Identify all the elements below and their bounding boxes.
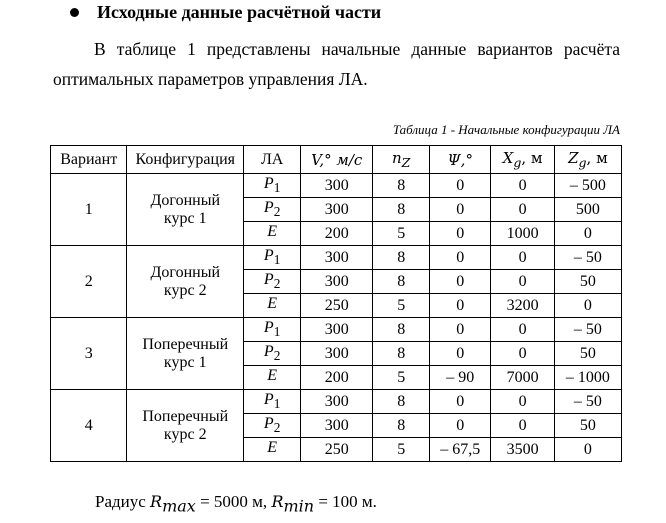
config-cell — [127, 174, 244, 246]
la-cell — [244, 366, 301, 390]
la-cell — [244, 174, 301, 198]
la-cell — [244, 414, 301, 438]
xg-cell: 3500 — [491, 438, 554, 462]
la-cell — [244, 438, 301, 462]
config-table — [50, 145, 622, 462]
header-xg-sub: g — [513, 155, 522, 170]
table-row — [51, 246, 622, 270]
la-symbol: P — [263, 270, 274, 288]
psi-cell: 0 — [430, 270, 491, 294]
velocity-cell: 300 — [301, 414, 373, 438]
nz-cell: 8 — [373, 390, 430, 414]
table-row — [51, 318, 622, 342]
nz-cell: 5 — [373, 294, 430, 318]
la-cell — [244, 246, 301, 270]
config-cell — [127, 246, 244, 318]
la-symbol: P — [263, 390, 274, 408]
variant-cell: 3 — [51, 318, 127, 390]
rmax-symbol: R — [150, 492, 163, 511]
psi-cell: 0 — [430, 390, 491, 414]
header-nz-symbol: n — [392, 149, 402, 167]
header-config: Конфигурация — [127, 146, 244, 174]
la-sub: 2 — [273, 276, 281, 292]
velocity-cell: 200 — [301, 222, 373, 246]
header-xg-symbol: X — [502, 149, 514, 167]
table-row — [51, 174, 622, 198]
config-line-1: Поперечный — [142, 407, 229, 425]
psi-cell: – 67,5 — [430, 438, 491, 462]
xg-cell: 7000 — [491, 366, 554, 390]
header-xg — [491, 146, 554, 174]
zg-cell: 0 — [554, 222, 621, 246]
xg-cell: 0 — [491, 174, 554, 198]
la-sub: 1 — [273, 324, 281, 340]
variant-cell: 1 — [51, 174, 127, 246]
zg-cell: 50 — [554, 414, 621, 438]
velocity-cell: 250 — [301, 294, 373, 318]
velocity-cell: 300 — [301, 342, 373, 366]
la-sub: 2 — [273, 348, 281, 364]
la-symbol: E — [267, 222, 278, 240]
nz-cell: 8 — [373, 414, 430, 438]
header-nz — [373, 146, 430, 174]
zg-cell: – 50 — [554, 318, 621, 342]
nz-cell: 8 — [373, 318, 430, 342]
la-cell — [244, 390, 301, 414]
zg-cell: 50 — [554, 342, 621, 366]
config-line-1: Догонный — [150, 263, 221, 281]
footer-prefix: Радиус — [95, 492, 151, 511]
xg-cell: 3200 — [491, 294, 554, 318]
la-symbol: P — [263, 198, 274, 216]
rmax-value: = 5000 м, — [195, 492, 272, 511]
psi-cell: 0 — [430, 414, 491, 438]
nz-cell: 5 — [373, 366, 430, 390]
velocity-cell: 300 — [301, 246, 373, 270]
xg-cell: 0 — [491, 270, 554, 294]
la-symbol: E — [267, 366, 278, 384]
xg-cell: 0 — [491, 318, 554, 342]
velocity-cell: 300 — [301, 174, 373, 198]
nz-cell: 8 — [373, 198, 430, 222]
psi-cell: 0 — [430, 198, 491, 222]
section-heading — [70, 2, 381, 23]
header-zg-unit: , м — [586, 149, 608, 167]
config-line-2: курс 2 — [163, 425, 207, 443]
header-velocity: V,° м/с — [301, 146, 373, 174]
zg-cell: – 50 — [554, 246, 621, 270]
la-symbol: E — [267, 438, 278, 456]
la-sub: 2 — [273, 204, 281, 220]
zg-cell: – 1000 — [554, 366, 621, 390]
radius-footer — [95, 492, 377, 515]
heading-text: Исходные данные расчётной части — [97, 2, 382, 22]
nz-cell: 8 — [373, 270, 430, 294]
rmin-value: = 100 м. — [314, 492, 377, 511]
velocity-cell: 300 — [301, 198, 373, 222]
la-sub: 2 — [273, 420, 281, 436]
config-line-2: курс 1 — [163, 209, 207, 227]
xg-cell: 0 — [491, 246, 554, 270]
la-symbol: E — [267, 294, 278, 312]
la-symbol: P — [263, 174, 274, 192]
psi-cell: 0 — [430, 246, 491, 270]
la-sub: 1 — [273, 396, 281, 412]
psi-cell: 0 — [430, 294, 491, 318]
velocity-cell: 250 — [301, 438, 373, 462]
header-variant: Вариант — [51, 146, 127, 174]
header-zg-sub: g — [578, 155, 587, 170]
zg-cell: – 500 — [554, 174, 621, 198]
la-cell — [244, 318, 301, 342]
nz-cell: 5 — [373, 438, 430, 462]
config-line-2: курс 2 — [163, 281, 207, 299]
velocity-cell: 300 — [301, 318, 373, 342]
header-la: ЛА — [244, 146, 301, 174]
xg-cell: 0 — [491, 414, 554, 438]
la-symbol: P — [263, 342, 274, 360]
la-cell — [244, 342, 301, 366]
velocity-cell: 300 — [301, 390, 373, 414]
bullet-icon — [70, 8, 79, 17]
config-line-1: Догонный — [150, 191, 221, 209]
header-psi: Ψ,° — [430, 146, 491, 174]
header-zg-symbol: Z — [568, 149, 579, 167]
velocity-cell: 300 — [301, 270, 373, 294]
la-cell — [244, 198, 301, 222]
zg-cell: 500 — [554, 198, 621, 222]
psi-cell: 0 — [430, 342, 491, 366]
la-cell — [244, 294, 301, 318]
la-symbol: P — [263, 414, 274, 432]
paragraph-line-1: В таблице 1 представлены начальные данные вариантов расчёта — [94, 39, 620, 59]
rmin-symbol: R — [271, 492, 284, 511]
psi-cell: – 90 — [430, 366, 491, 390]
psi-cell: 0 — [430, 318, 491, 342]
psi-cell: 0 — [430, 222, 491, 246]
nz-cell: 8 — [373, 342, 430, 366]
la-cell — [244, 222, 301, 246]
header-nz-sub: Z — [401, 155, 411, 170]
header-xg-unit: , м — [521, 149, 543, 167]
la-sub: 1 — [273, 180, 281, 196]
la-symbol: P — [263, 318, 274, 336]
xg-cell: 0 — [491, 390, 554, 414]
xg-cell: 0 — [491, 342, 554, 366]
variant-cell: 4 — [51, 390, 127, 462]
xg-cell: 1000 — [491, 222, 554, 246]
config-cell — [127, 390, 244, 462]
la-cell — [244, 270, 301, 294]
zg-cell: 50 — [554, 270, 621, 294]
nz-cell: 5 — [373, 222, 430, 246]
nz-cell: 8 — [373, 246, 430, 270]
header-zg — [554, 146, 621, 174]
variant-cell: 2 — [51, 246, 127, 318]
rmax-sub: max — [162, 496, 196, 516]
nz-cell: 8 — [373, 174, 430, 198]
la-sub: 1 — [273, 252, 281, 268]
zg-cell: – 50 — [554, 390, 621, 414]
paragraph-line-2: оптимальных параметров управления ЛА. — [53, 69, 368, 89]
config-line-1: Поперечный — [142, 335, 229, 353]
velocity-cell: 200 — [301, 366, 373, 390]
table-caption: Таблица 1 - Начальные конфигурации ЛА — [392, 122, 620, 137]
table-header-row — [51, 146, 622, 174]
la-symbol: P — [263, 246, 274, 264]
zg-cell: 0 — [554, 438, 621, 462]
intro-paragraph — [53, 34, 620, 94]
zg-cell: 0 — [554, 294, 621, 318]
psi-cell: 0 — [430, 174, 491, 198]
rmin-sub: min — [283, 496, 315, 516]
config-cell — [127, 318, 244, 390]
table-row — [51, 390, 622, 414]
config-line-2: курс 1 — [163, 353, 207, 371]
xg-cell: 0 — [491, 198, 554, 222]
